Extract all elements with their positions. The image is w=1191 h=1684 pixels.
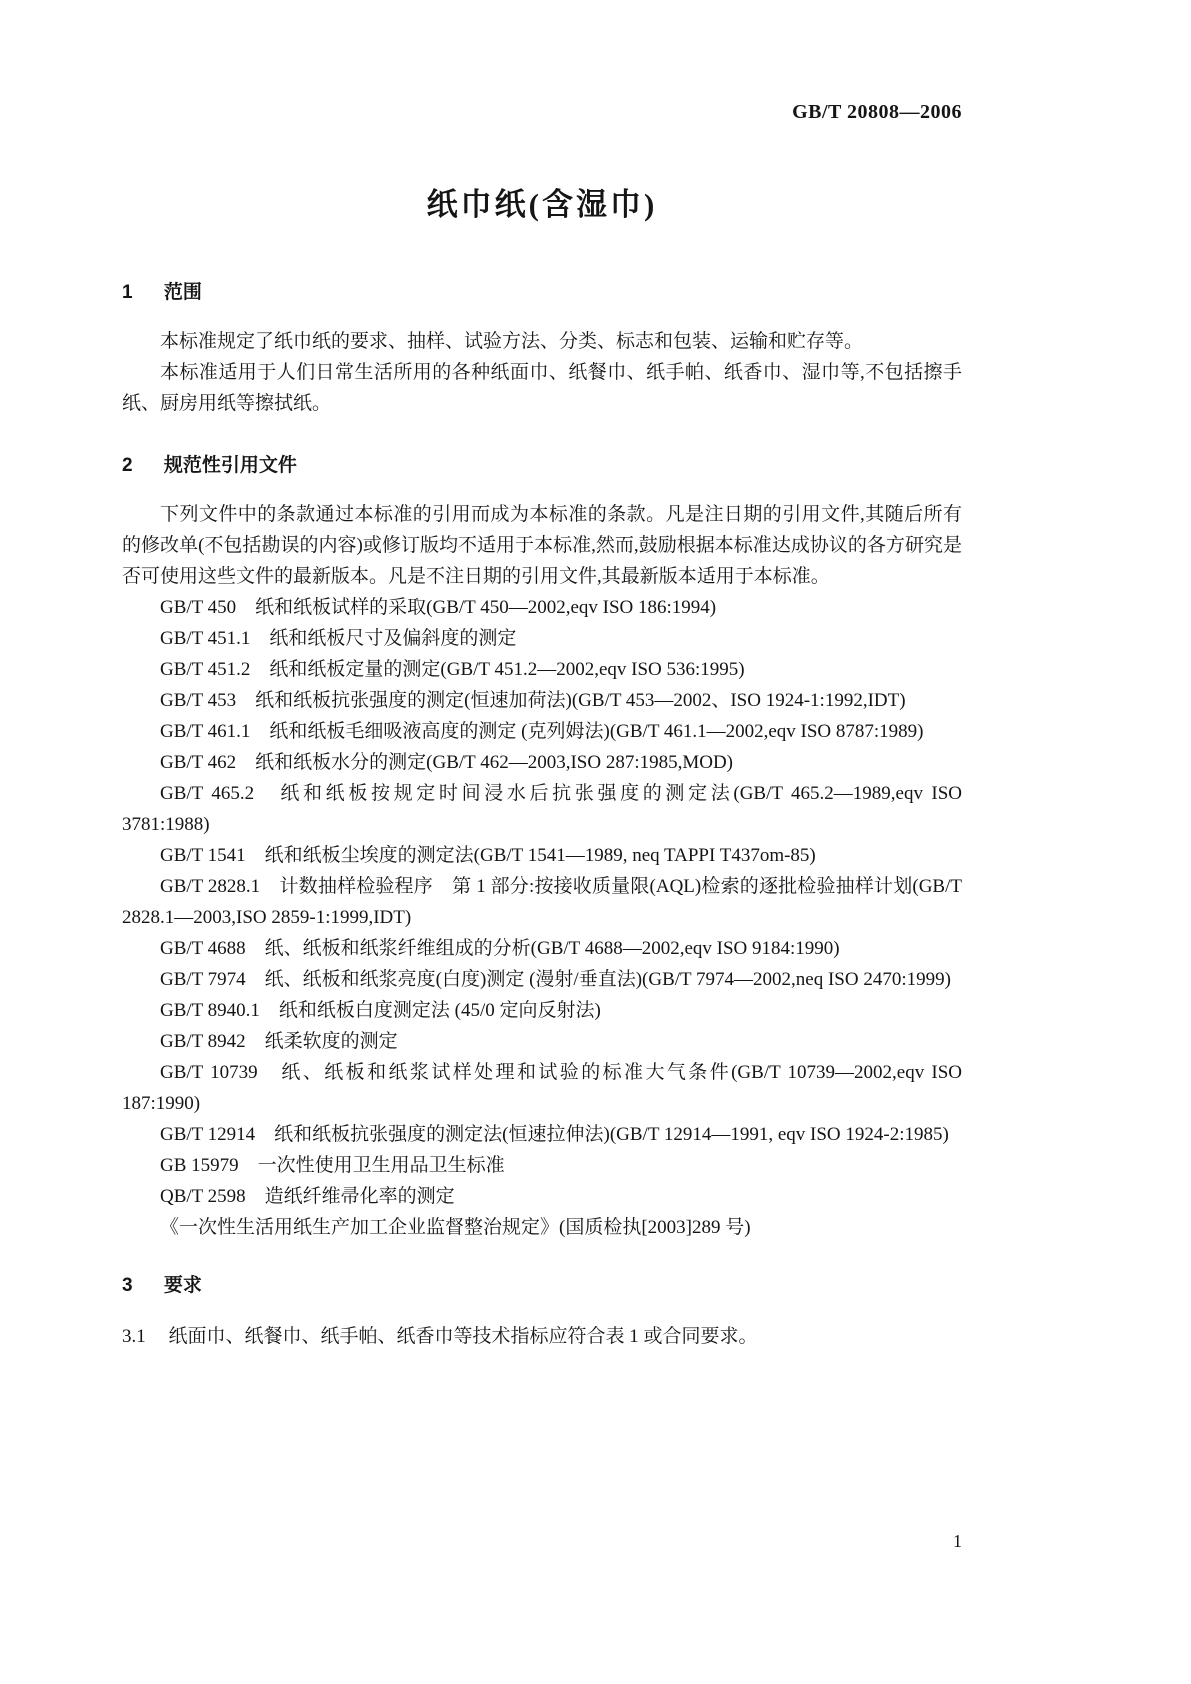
scope-paragraph-1: 本标准规定了纸巾纸的要求、抽样、试验方法、分类、标志和包装、运输和贮存等。	[160, 331, 864, 352]
reference-item: GB 15979 一次性使用卫生用品卫生标准	[160, 1155, 505, 1176]
reference-item: GB/T 8942 纸柔软度的测定	[160, 1031, 398, 1052]
reference-item: GB/T 461.1 纸和纸板毛细吸液高度的测定 (克列姆法)(GB/T 461.1—2002,eqv ISO 8787:1989)	[160, 721, 924, 742]
scope-paragraph-2: 本标准适用于人们日常生活所用的各种纸面巾、纸餐巾、纸手帕、纸香巾、湿巾等,不包括擦手纸、厨房用纸等擦拭纸。	[122, 362, 962, 414]
section-scope	[122, 280, 962, 419]
section-1-title: 范围	[163, 282, 202, 303]
reference-item: GB/T 465.2 纸和纸板按规定时间浸水后抗张强度的测定法(GB/T 465.2—1989,eqv ISO 3781:1988)	[122, 783, 962, 835]
reference-item: GB/T 1541 纸和纸板尘埃度的测定法(GB/T 1541—1989, neq TAPPI T437om-85)	[160, 845, 816, 866]
clause-3-1-number: 3.1	[122, 1326, 146, 1347]
reference-item: 《一次性生活用纸生产加工企业监督整治规定》(国质检执[2003]289 号)	[160, 1217, 751, 1238]
reference-item: GB/T 450 纸和纸板试样的采取(GB/T 450—2002,eqv ISO 186:1994)	[160, 597, 717, 618]
section-3-number: 3	[122, 1275, 133, 1296]
references-intro-paragraph: 下列文件中的条款通过本标准的引用而成为本标准的条款。凡是注日期的引用文件,其随后所有的修改单(不包括勘误的内容)或修订版均不适用于本标准,然而,鼓励根据本标准达成协议的各方研究是否可使用这些文件的最新版本。凡是不注日期的引用文件,其最新版本适用于本标准。	[122, 504, 962, 587]
reference-item: GB/T 7974 纸、纸板和纸浆亮度(白度)测定 (漫射/垂直法)(GB/T 7974—2002,neq ISO 2470:1999)	[160, 969, 951, 990]
reference-item: GB/T 453 纸和纸板抗张强度的测定(恒速加荷法)(GB/T 453—2002、ISO 1924-1:1992,IDT)	[160, 690, 906, 711]
reference-item: GB/T 462 纸和纸板水分的测定(GB/T 462—2003,ISO 287:1985,MOD)	[160, 752, 734, 773]
section-2-heading	[122, 453, 962, 479]
section-1-heading	[122, 280, 962, 306]
section-3-heading	[122, 1273, 962, 1299]
reference-item: QB/T 2598 造纸纤维帚化率的测定	[160, 1186, 455, 1207]
reference-item: GB/T 10739 纸、纸板和纸浆试样处理和试验的标准大气条件(GB/T 10739—2002,eqv ISO 187:1990)	[122, 1062, 962, 1114]
reference-item: GB/T 8940.1 纸和纸板白度测定法 (45/0 定向反射法)	[160, 1000, 601, 1021]
document-title: 纸巾纸(含湿巾)	[426, 187, 658, 222]
reference-item: GB/T 451.1 纸和纸板尺寸及偏斜度的测定	[160, 628, 517, 649]
section-normative-references	[122, 453, 962, 1243]
standard-number: GB/T 20808—2006	[792, 101, 962, 123]
section-1-number: 1	[122, 282, 133, 303]
section-2-title: 规范性引用文件	[163, 455, 297, 476]
reference-item: GB/T 2828.1 计数抽样检验程序 第 1 部分:按接收质量限(AQL)检索的逐批检验抽样计划(GB/T 2828.1—2003,ISO 2859-1:1999,IDT)	[122, 876, 962, 928]
section-requirements	[122, 1273, 962, 1352]
page-number: 1	[953, 1531, 962, 1551]
reference-item: GB/T 12914 纸和纸板抗张强度的测定法(恒速拉伸法)(GB/T 12914—1991, eqv ISO 1924-2:1985)	[160, 1124, 949, 1145]
clause-3-1-text: 纸面巾、纸餐巾、纸手帕、纸香巾等技术指标应符合表 1 或合同要求。	[168, 1326, 758, 1347]
clause-3-1	[122, 1321, 962, 1352]
section-2-number: 2	[122, 455, 133, 476]
reference-item: GB/T 451.2 纸和纸板定量的测定(GB/T 451.2—2002,eqv ISO 536:1995)	[160, 659, 745, 680]
reference-item: GB/T 4688 纸、纸板和纸浆纤维组成的分析(GB/T 4688—2002,eqv ISO 9184:1990)	[160, 938, 840, 959]
section-3-title: 要求	[163, 1275, 202, 1296]
